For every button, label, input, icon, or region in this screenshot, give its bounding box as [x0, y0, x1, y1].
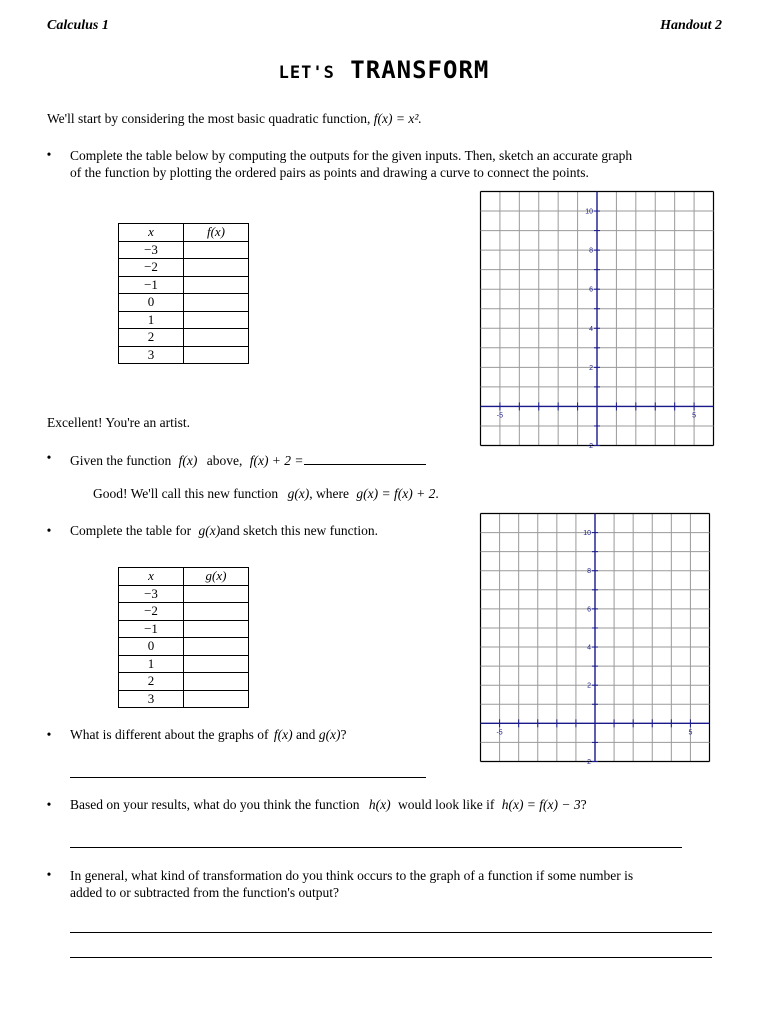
input-cell: 0	[119, 294, 184, 312]
input-cell: 0	[119, 638, 184, 656]
header-x: x	[119, 568, 184, 586]
good-part-2: , where	[309, 486, 350, 501]
y-tick-label: -2	[586, 443, 593, 450]
input-cell: 3	[119, 346, 184, 364]
good-math-2: g(x) = f(x) + 2	[356, 486, 436, 501]
output-cell[interactable]	[184, 638, 249, 656]
title-part-2: TRANSFORM	[350, 56, 490, 84]
bullet-5-math-1: h(x)	[368, 797, 391, 812]
y-tick-label: 10	[583, 530, 591, 538]
table-header-row	[119, 568, 249, 586]
bullet-dot: •	[46, 797, 52, 812]
bullet-2-part-1: Given the function	[70, 453, 172, 468]
bullet-1-line-2: of the function by plotting the ordered pairs as points and drawing a curve to connect the points.	[70, 165, 589, 180]
coordinate-grid-2[interactable]	[480, 513, 710, 766]
table-header-row	[119, 224, 249, 242]
table-row	[119, 294, 249, 312]
x-tick-label: 5	[692, 412, 697, 420]
good-math-1: g(x)	[287, 486, 310, 501]
answer-line-5[interactable]	[70, 847, 682, 848]
bullet-2-math-2: f(x) + 2 =	[249, 453, 304, 468]
bullet-dot: •	[46, 523, 52, 538]
answer-line-4[interactable]	[70, 777, 426, 778]
bullet-6-line-1: In general, what kind of transformation do you think occurs to the graph of a function if some number is	[70, 868, 634, 883]
input-cell: −1	[119, 620, 184, 638]
answer-blank-f-plus-2[interactable]	[304, 450, 426, 465]
y-tick-label: 4	[589, 325, 593, 333]
bullet-1-line-1: Complete the table below by computing the outputs for the given inputs. Then, sketch an accurate graph	[70, 148, 633, 163]
bullet-4-part-3: ?	[340, 727, 347, 742]
y-tick-label: 6	[587, 606, 591, 614]
bullet-5-math-2: h(x) = f(x) − 3	[501, 797, 581, 812]
table-row	[119, 346, 249, 364]
bullet-3-text	[70, 523, 378, 539]
bullet-6-line-2: added to or subtracted from the function's output?	[70, 885, 339, 900]
table-row	[119, 655, 249, 673]
input-cell: 2	[119, 329, 184, 347]
bullet-4-part-1: What is different about the graphs of	[70, 727, 269, 742]
table-g	[118, 567, 249, 708]
bullet-4-math-1: f(x)	[273, 727, 293, 742]
table-row	[119, 690, 249, 708]
bullet-3-part-2: and sketch this new function.	[220, 523, 379, 538]
output-cell[interactable]	[184, 294, 249, 312]
output-cell[interactable]	[184, 346, 249, 364]
table-row	[119, 620, 249, 638]
y-tick-label: 2	[587, 682, 591, 690]
bullet-2-part-2: above,	[206, 453, 243, 468]
y-tick-label: 6	[589, 286, 593, 294]
table-row	[119, 585, 249, 603]
input-cell: −2	[119, 259, 184, 277]
table-row	[119, 259, 249, 277]
y-tick-label: 2	[589, 364, 593, 372]
table-row	[119, 241, 249, 259]
table-row	[119, 603, 249, 621]
good-part-3: .	[435, 486, 439, 501]
output-cell[interactable]	[184, 259, 249, 277]
input-cell: −3	[119, 585, 184, 603]
handout-number: Handout 2	[660, 18, 722, 33]
output-cell[interactable]	[184, 311, 249, 329]
output-cell[interactable]	[184, 655, 249, 673]
table-row	[119, 673, 249, 691]
bullet-5-text	[70, 797, 587, 813]
intro-line	[47, 111, 422, 127]
page-title	[0, 56, 768, 84]
table-row	[119, 276, 249, 294]
table-row	[119, 638, 249, 656]
table-row	[119, 329, 249, 347]
y-tick-label: 4	[587, 644, 591, 652]
table-row	[119, 311, 249, 329]
bullet-3-part-1: Complete the table for	[70, 523, 192, 538]
input-cell: −1	[119, 276, 184, 294]
output-cell[interactable]	[184, 603, 249, 621]
bullet-5-part-3: ?	[580, 797, 587, 812]
input-cell: −3	[119, 241, 184, 259]
x-tick-label: -5	[496, 412, 504, 420]
good-part-1: Good! We'll call this new function	[93, 486, 279, 501]
bullet-dot: •	[46, 147, 52, 162]
output-cell[interactable]	[184, 690, 249, 708]
output-cell[interactable]	[184, 673, 249, 691]
good-line	[93, 486, 439, 502]
intro-math: f(x) = x².	[373, 111, 422, 126]
input-cell: 1	[119, 655, 184, 673]
x-tick-label: 5	[688, 729, 693, 737]
bullet-2-text	[70, 450, 426, 469]
title-part-1: LET'S	[278, 63, 335, 83]
intro-text: We'll start by considering the most basic quadratic function,	[47, 111, 371, 126]
output-cell[interactable]	[184, 620, 249, 638]
excellent-text: Excellent! You're an artist.	[47, 415, 191, 430]
bullet-5-part-1: Based on your results, what do you think the function	[70, 797, 360, 812]
bullet-6-text	[70, 867, 730, 901]
coordinate-grid-1[interactable]	[480, 191, 714, 450]
output-cell[interactable]	[184, 329, 249, 347]
bullet-4-text	[70, 727, 347, 743]
input-cell: 1	[119, 311, 184, 329]
y-tick-label: -2	[584, 759, 591, 766]
bullet-dot: •	[46, 450, 52, 465]
input-cell: 3	[119, 690, 184, 708]
bullet-3-math-1: g(x)	[198, 523, 221, 538]
bullet-4-math-2: g(x)	[318, 727, 341, 742]
course-name: Calculus 1	[47, 18, 109, 33]
y-tick-label: 10	[585, 208, 593, 216]
bullet-2-math-1: f(x)	[178, 453, 198, 468]
bullet-dot: •	[46, 867, 52, 882]
bullet-dot: •	[46, 727, 52, 742]
header-output: f(x)	[184, 224, 249, 242]
table-f	[118, 223, 249, 364]
output-cell[interactable]	[184, 585, 249, 603]
answer-line-6b[interactable]	[70, 957, 712, 958]
output-cell[interactable]	[184, 276, 249, 294]
input-cell: −2	[119, 603, 184, 621]
output-cell[interactable]	[184, 241, 249, 259]
header-output: g(x)	[184, 568, 249, 586]
answer-line-6a[interactable]	[70, 932, 712, 933]
header-x: x	[119, 224, 184, 242]
y-tick-label: 8	[587, 568, 591, 576]
bullet-5-part-2: would look like if	[397, 797, 495, 812]
y-tick-label: 8	[589, 247, 593, 255]
bullet-1-text	[70, 147, 730, 181]
bullet-4-part-2: and	[295, 727, 316, 742]
x-tick-label: -5	[496, 729, 503, 737]
input-cell: 2	[119, 673, 184, 691]
